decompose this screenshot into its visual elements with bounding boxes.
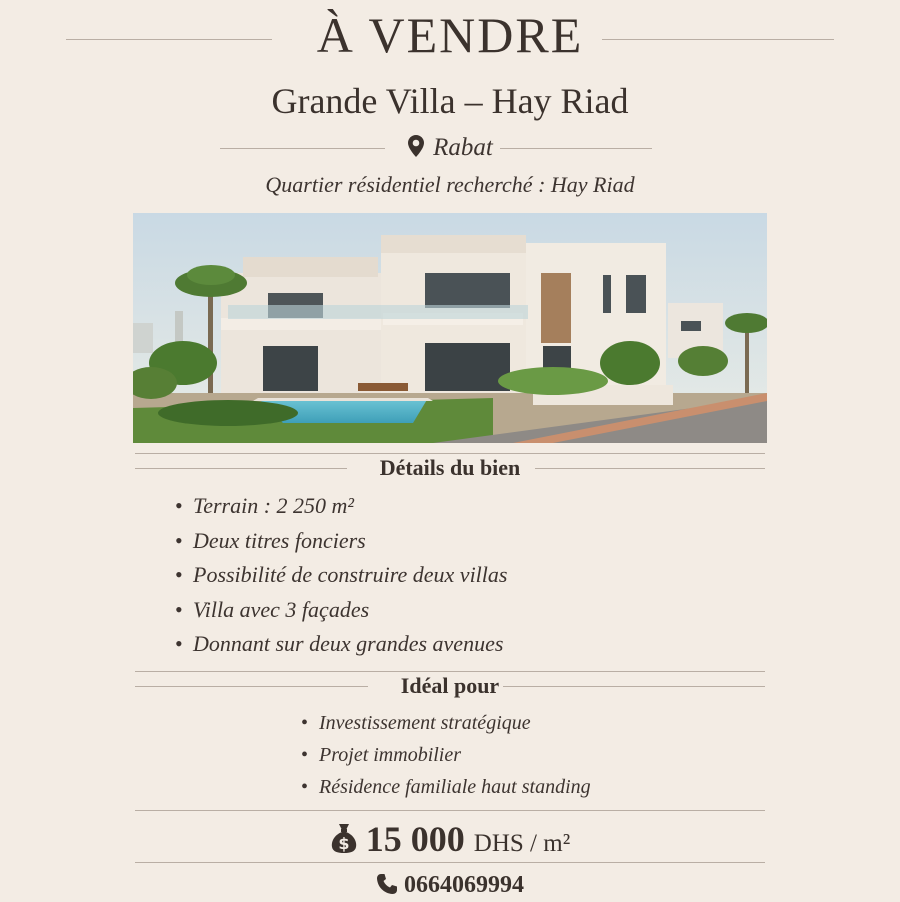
- details-rule-top: [135, 453, 765, 454]
- list-item: • Résidence familiale haut standing: [301, 774, 591, 806]
- price-rule-top: [135, 810, 765, 811]
- ideal-title: Idéal pour: [400, 673, 500, 698]
- phone-number[interactable]: 0664069994: [404, 872, 524, 898]
- list-item: • Villa avec 3 façades: [175, 596, 507, 631]
- location-row: [0, 134, 900, 165]
- phone-row[interactable]: [0, 872, 900, 902]
- price-amount: 15 000: [365, 819, 465, 859]
- price-row: [0, 818, 900, 863]
- price-unit: DHS / m²: [473, 830, 571, 857]
- details-title: Détails du bien: [379, 455, 521, 480]
- list-item: • Terrain : 2 250 m²: [175, 492, 507, 527]
- headline: À VENDRE: [316, 7, 584, 63]
- list-item: • Possibilité de construire deux villas: [175, 561, 507, 596]
- ideal-list: [301, 710, 591, 806]
- money-bag-icon: [330, 821, 358, 863]
- list-item: • Deux titres fonciers: [175, 527, 507, 562]
- city-label: Rabat: [433, 134, 493, 161]
- district-label: Quartier résidentiel recherché : Hay Riad: [265, 172, 635, 197]
- villa-photo: [133, 213, 767, 443]
- list-item: • Investissement stratégique: [301, 710, 591, 742]
- price-rule-bottom: [135, 862, 765, 863]
- phone-icon: [376, 873, 398, 902]
- map-pin-icon: [407, 134, 425, 165]
- property-title: Grande Villa – Hay Riad: [271, 81, 629, 121]
- list-item: • Projet immobilier: [301, 742, 591, 774]
- details-list: [175, 492, 507, 665]
- svg-text:$: $: [338, 834, 350, 853]
- list-item: • Donnant sur deux grandes avenues: [175, 630, 507, 665]
- ideal-rule-top: [135, 671, 765, 672]
